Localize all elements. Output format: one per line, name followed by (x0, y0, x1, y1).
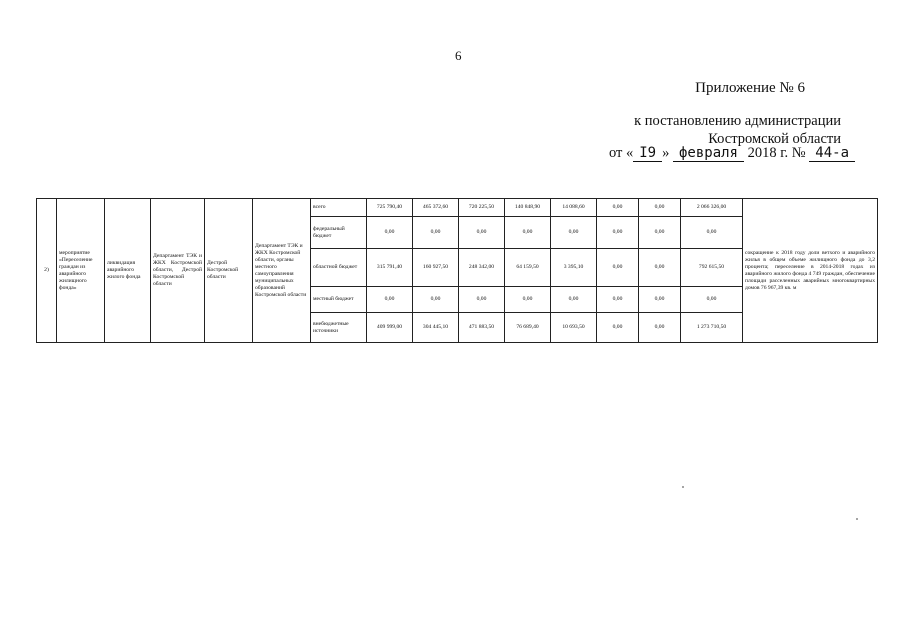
funding-value: 0,00 (459, 217, 505, 249)
funding-value: 0,00 (367, 287, 413, 313)
funding-source: всего (311, 199, 367, 217)
funding-value: 0,00 (413, 217, 459, 249)
date-prefix: от « (608, 145, 634, 161)
funding-value: 3 395,10 (551, 249, 597, 287)
funding-value: 471 883,50 (459, 313, 505, 343)
funding-value: 725 790,40 (367, 199, 413, 217)
funding-value: 160 927,50 (413, 249, 459, 287)
program-table (36, 198, 878, 343)
funding-value: 0,00 (639, 287, 681, 313)
expected-result: сокращение к 2018 году доли ветхого и аварийного жилья в общем объеме жилищного фонда до 3,2 процента; переселение в 2014-2018 годах из аварийного жилого фонда 4 749 граждан, обеспечение площади расселенных аварийных многоквартирных домов 76 967,39 кв. м (743, 199, 878, 343)
funding-total: 1 273 710,50 (681, 313, 743, 343)
funding-value: 64 159,50 (505, 249, 551, 287)
decree-date-line (609, 145, 855, 162)
date-month: февраля (673, 145, 744, 162)
decree-line-1: к постановлению администрации (634, 113, 841, 129)
funding-value: 720 225,50 (459, 199, 505, 217)
funding-source: внебюджетные источники (311, 313, 367, 343)
event-name: мероприятие «Переселение граждан из аварийного жилищного фонда» (57, 199, 105, 343)
funding-value: 140 848,90 (505, 199, 551, 217)
funding-value: 315 791,40 (367, 249, 413, 287)
funding-source: федеральный бюджет (311, 217, 367, 249)
funding-source: местный бюджет (311, 287, 367, 313)
funding-value: 0,00 (597, 287, 639, 313)
funding-value: 0,00 (551, 287, 597, 313)
date-mid: » (662, 145, 670, 161)
scan-speck (682, 486, 684, 488)
funding-value: 0,00 (505, 217, 551, 249)
funding-value: 248 342,00 (459, 249, 505, 287)
funding-value: 0,00 (459, 287, 505, 313)
table-row (37, 199, 878, 217)
scan-speck (856, 518, 858, 520)
coexecutor: Департамент ТЭК и ЖКХ Костромской области, Дестрой Костромской области (151, 199, 205, 343)
funding-value: 0,00 (639, 313, 681, 343)
funding-total: 0,00 (681, 287, 743, 313)
funding-value: 14 088,60 (551, 199, 597, 217)
funding-value: 0,00 (505, 287, 551, 313)
funding-value: 0,00 (597, 313, 639, 343)
decree-number: 44-а (809, 145, 855, 162)
funding-total: 2 066 326,00 (681, 199, 743, 217)
funding-value: 0,00 (597, 199, 639, 217)
executor: Дестрой Костромской области (205, 199, 253, 343)
funding-total: 0,00 (681, 217, 743, 249)
funding-value: 0,00 (597, 217, 639, 249)
date-day: I9 (633, 145, 662, 162)
funding-value: 0,00 (413, 287, 459, 313)
funding-value: 0,00 (639, 199, 681, 217)
page-number: 6 (455, 48, 462, 63)
funding-source: областной бюджет (311, 249, 367, 287)
event-goal: ликвидация аварийного жилого фонда (105, 199, 151, 343)
funding-value: 0,00 (639, 249, 681, 287)
funding-value: 76 689,40 (505, 313, 551, 343)
funding-value: 304 445,10 (413, 313, 459, 343)
funding-value: 0,00 (639, 217, 681, 249)
funding-total: 792 615,50 (681, 249, 743, 287)
funding-value: 10 693,50 (551, 313, 597, 343)
appendix-title: Приложение № 6 (695, 80, 805, 96)
row-index: 2) (37, 199, 57, 343)
participants: Департамент ТЭК и ЖКХ Костромской области, органы местного самоуправления муниципальных образований Костромской области (253, 199, 311, 343)
funding-value: 0,00 (551, 217, 597, 249)
funding-value: 0,00 (597, 249, 639, 287)
funding-value: 465 372,60 (413, 199, 459, 217)
funding-value: 409 999,00 (367, 313, 413, 343)
date-year-text: 2018 г. № (747, 145, 806, 161)
funding-value: 0,00 (367, 217, 413, 249)
decree-reference (634, 112, 841, 148)
decree-line-2: Костромской области (708, 131, 841, 147)
